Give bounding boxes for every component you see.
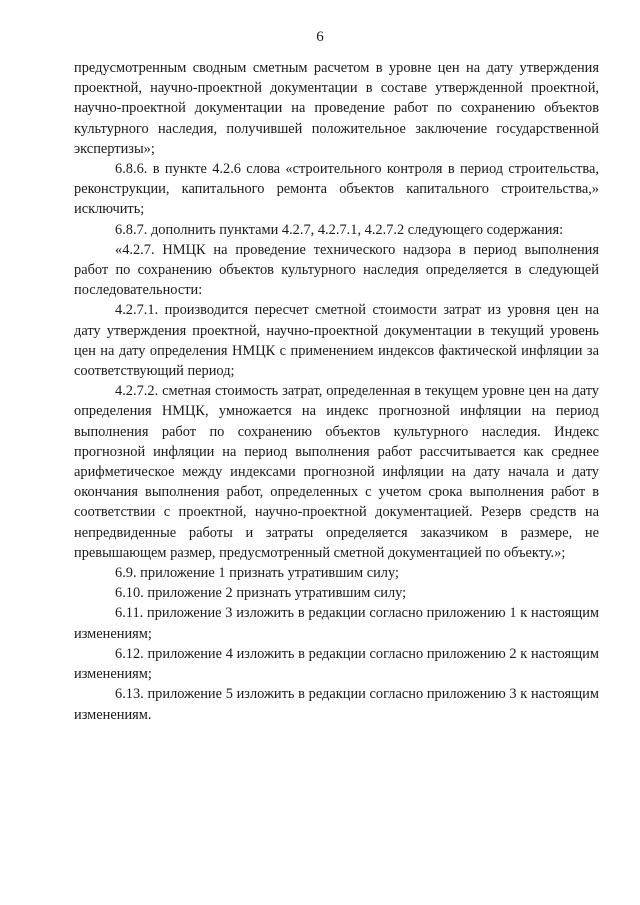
paragraph-6-13: 6.13. приложение 5 изложить в редакции согласно приложению 3 к настоящим изменениям.	[74, 686, 599, 723]
paragraph-1: предусмотренным сводным сметным расчетом в уровне цен на дату утверждения проектной, научно-проектной документации в составе утвержденной проектной, научно-проектной документации на проведение работ по сохранению объектов культурного наследия, получившей положительное заключение государственной экспертизы»;	[74, 60, 599, 157]
paragraph-6-12: 6.12. приложение 4 изложить в редакции согласно приложению 2 к настоящим изменениям;	[74, 645, 599, 683]
paragraph-6-8-6: 6.8.6. в пункте 4.2.6 слова «строительного контроля в период строительства, реконструкции, капитального ремонта объектов капитального строительства,» исключить;	[74, 161, 599, 218]
paragraph-6-9: 6.9. приложение 1 признать утратившим силу;	[115, 565, 399, 582]
paragraph-6-8-7: 6.8.7. дополнить пунктами 4.2.7, 4.2.7.1, 4.2.7.2 следующего содержания:	[115, 221, 564, 238]
document-body	[74, 58, 599, 725]
paragraph-4-2-7: «4.2.7. НМЦК на проведение технического надзора в период выполнения работ по сохранению объектов культурного наследия определяется в следующей последовательности:	[74, 241, 599, 299]
paragraph-4-2-7-2: 4.2.7.2. сметная стоимость затрат, определенная в текущем уровне цен на дату определения НМЦК, умножается на индекс прогнозной инфляции на период выполнения работ по сохранению объектов культурного наследия. Индекс прогнозной инфляции на период выполнения работ рассчитывается как среднее арифметическое между индексами прогнозной инфляции на дату начала и дату окончания выполнения работ, определенных с учетом срока выполнения работ в соответствии с проектной, научно-проектной документацией. Резерв средств на непредвиденные работы и затраты определяется заказчиком в размере, не превышающем размер, предусмотренный сметной документацией по объекту.»;	[74, 383, 599, 561]
paragraph-6-11: 6.11. приложение 3 изложить в редакции согласно приложению 1 к настоящим изменениям;	[74, 605, 599, 642]
paragraph-6-10: 6.10. приложение 2 признать утратившим силу;	[115, 585, 407, 602]
paragraph-4-2-7-1: 4.2.7.1. производится пересчет сметной стоимости затрат из уровня цен на дату утверждения проектной, научно-проектной документации в текущий уровень цен на дату определения НМЦК с применением индексов фактической инфляции за соответствующий период;	[74, 302, 599, 380]
page-number: 6	[316, 29, 324, 45]
